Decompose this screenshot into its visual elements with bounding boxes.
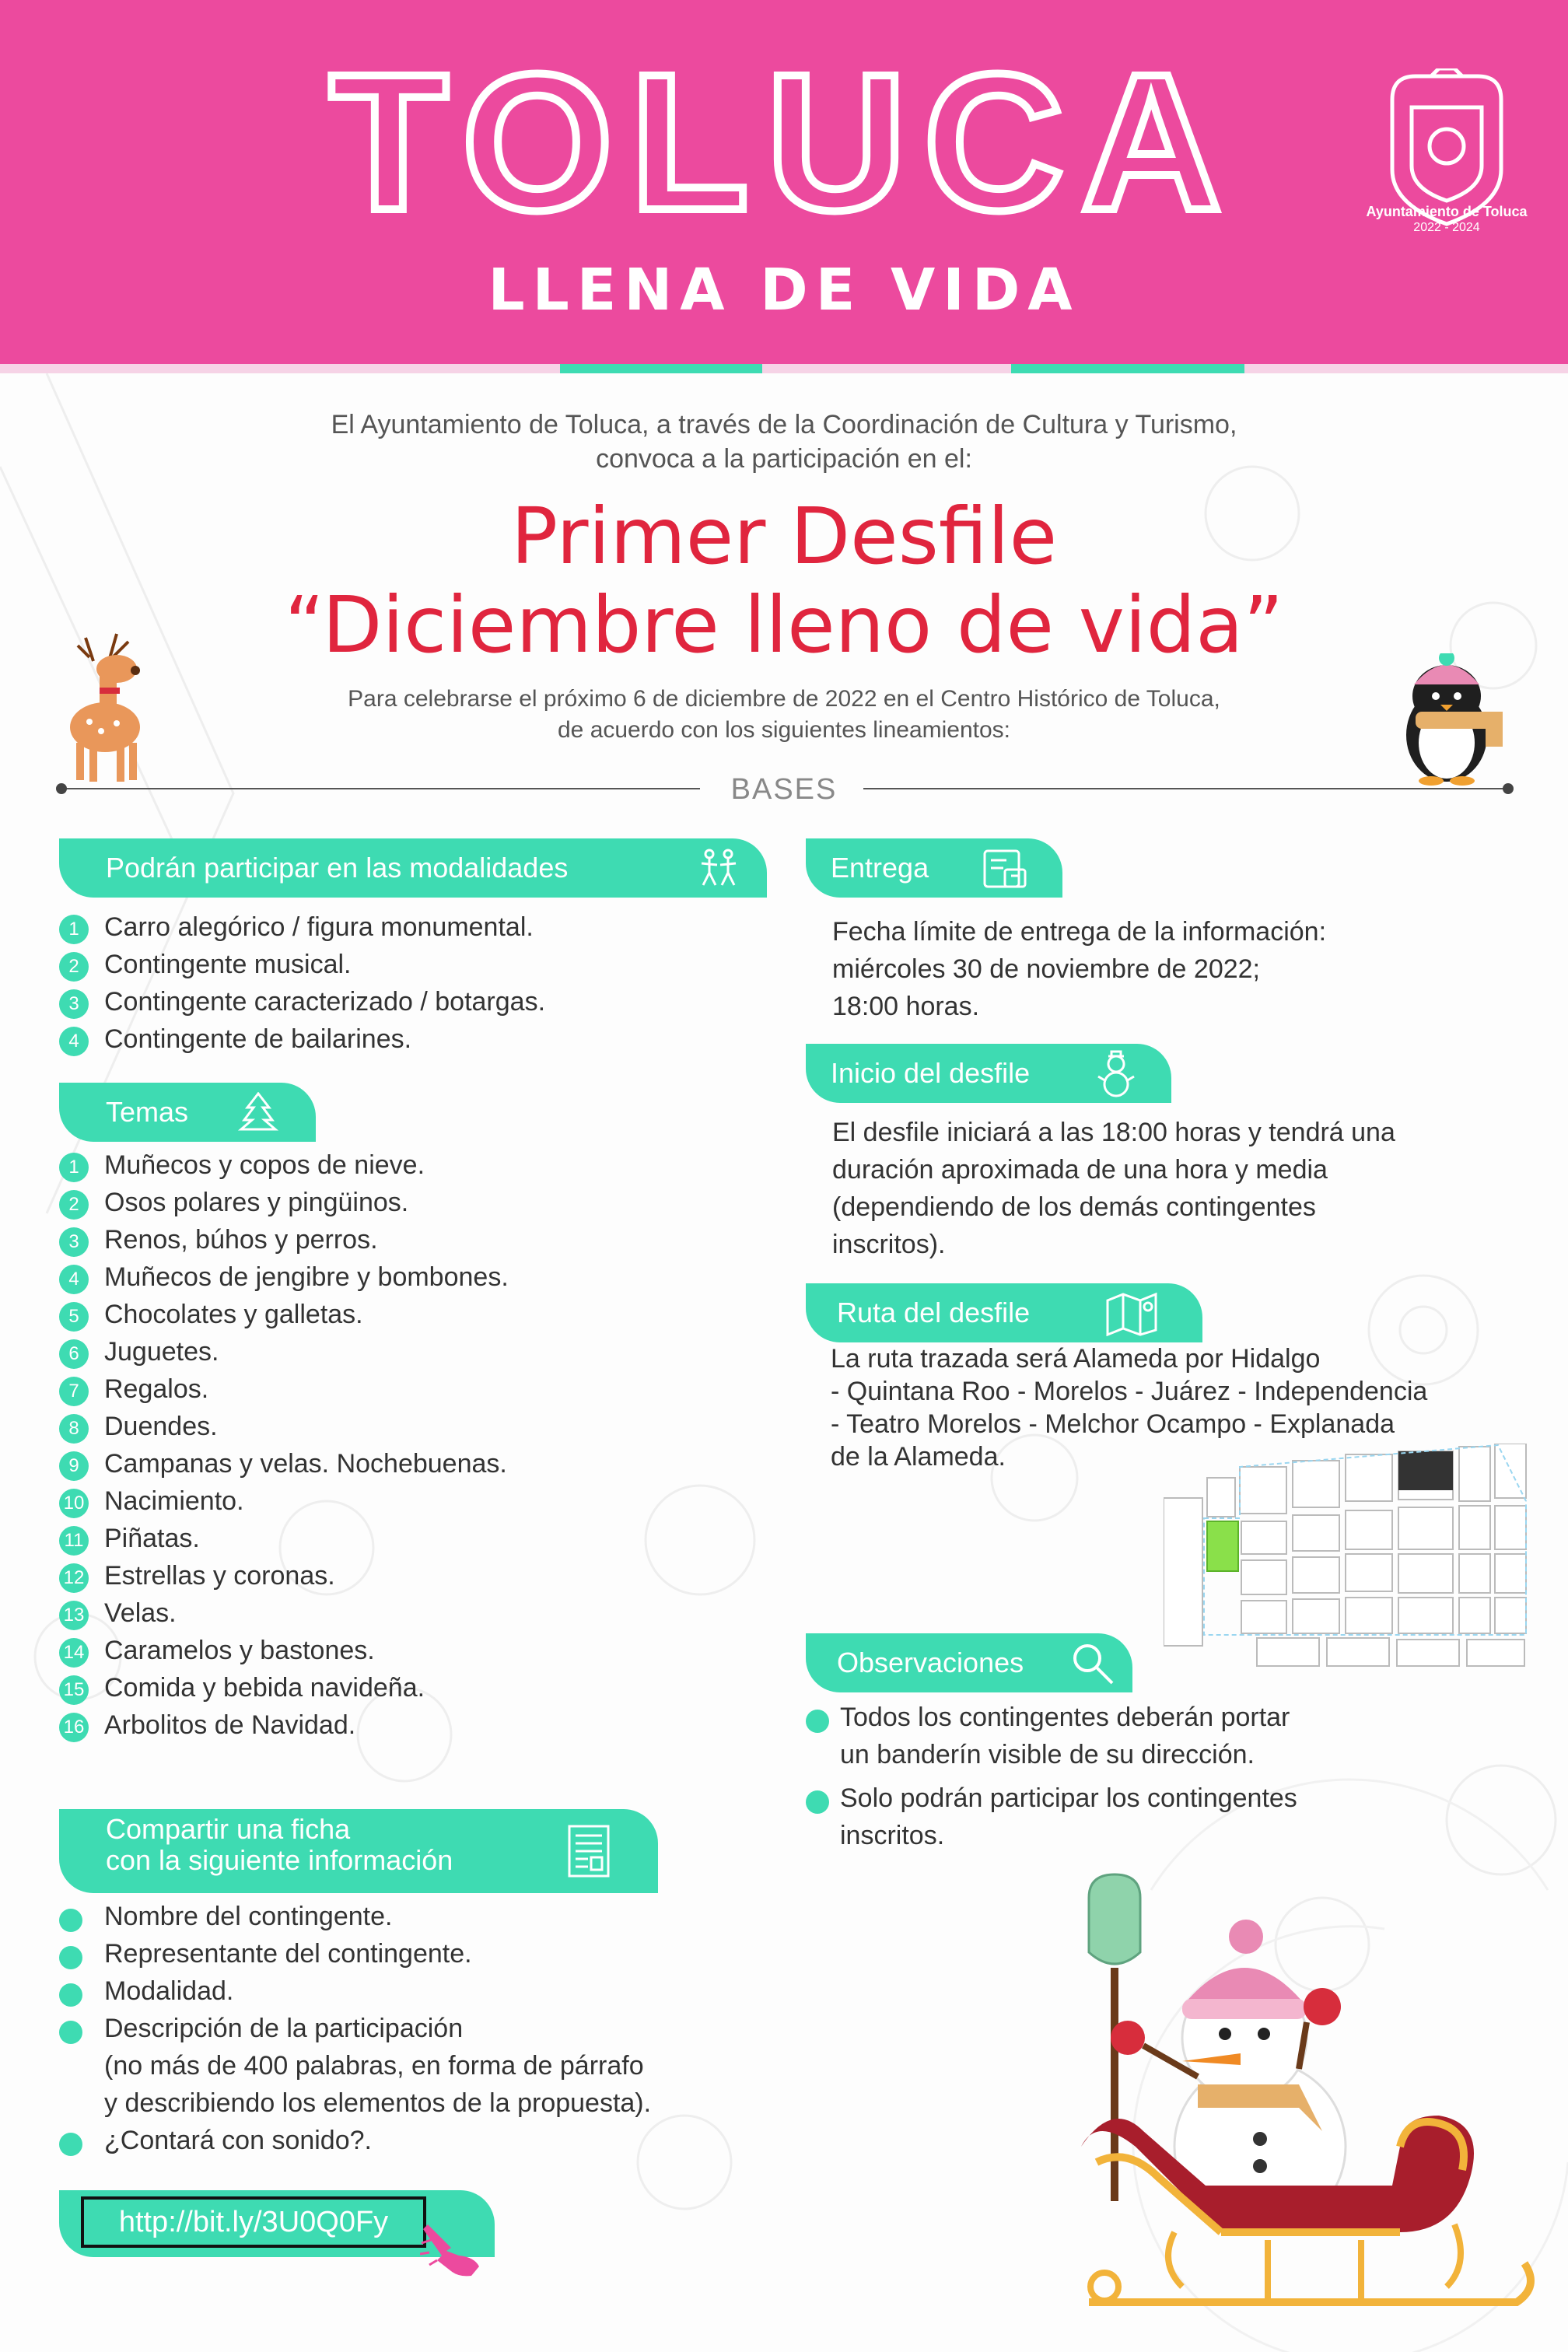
item-text: Arbolitos de Navidad.: [104, 1710, 356, 1740]
modalidades-list: [59, 908, 744, 1058]
list-item: [59, 2084, 759, 2122]
subintro-line-2: de acuerdo con los siguientes lineamientos:: [557, 717, 1011, 743]
list-item: [59, 983, 744, 1020]
item-text: Juguetes.: [104, 1337, 219, 1367]
bullet-dot: [59, 2021, 82, 2044]
item-number: 15: [59, 1675, 89, 1705]
item-text: Nacimiento.: [104, 1486, 244, 1516]
bullet-dot: [59, 1983, 82, 2007]
item-text: Chocolates y galletas.: [104, 1300, 363, 1329]
list-item: [59, 946, 744, 983]
item-number: 7: [59, 1377, 89, 1406]
item-text: Carro alegórico / figura monumental.: [104, 912, 534, 942]
item-text: Velas.: [104, 1598, 177, 1628]
list-item: [806, 1780, 1537, 1854]
entrega-text: [832, 913, 1532, 1025]
header-banner: [0, 0, 1568, 366]
item-text: Osos polares y pingüinos.: [104, 1188, 409, 1217]
entrega-line: 18:00 horas.: [832, 992, 980, 1021]
ficha-heading-line-1: Compartir una ficha: [106, 1813, 351, 1845]
seal-years: 2022 - 2024: [1413, 221, 1480, 234]
item-text: y describiendo los elementos de la propuesta).: [104, 2088, 652, 2118]
temas-heading-tab: [59, 1083, 316, 1142]
inicio-line: (dependiendo de los demás contingentes: [832, 1192, 1316, 1222]
observaciones-list: [806, 1699, 1537, 1854]
ruta-line: - Teatro Morelos - Melchor Ocampo - Explanada: [831, 1409, 1395, 1439]
christmas-tree-icon: [236, 1092, 280, 1132]
item-number: 3: [59, 1227, 89, 1257]
list-item: [59, 1184, 744, 1221]
item-number: 12: [59, 1563, 89, 1593]
item-number: 10: [59, 1489, 89, 1518]
list-item: [59, 2010, 759, 2047]
observaciones-heading-tab: [806, 1633, 1132, 1692]
list-item: [59, 1408, 744, 1445]
magnifier-icon: [1070, 1641, 1115, 1686]
item-text: Solo podrán participar los contingentes: [840, 1783, 1297, 1813]
item-number: 11: [59, 1526, 89, 1556]
item-text: Descripción de la participación: [104, 2014, 464, 2043]
item-number: 16: [59, 1713, 89, 1742]
entrega-line: Fecha límite de entrega de la información:: [832, 917, 1327, 947]
list-item: [59, 1520, 744, 1557]
title-line-2: “Diciembre lleno de vida”: [284, 579, 1284, 670]
list-item: [59, 1258, 744, 1296]
item-number: 13: [59, 1601, 89, 1630]
item-number: 1: [59, 1153, 89, 1182]
snowman-icon: [1095, 1050, 1137, 1098]
observaciones-heading: Observaciones: [837, 1647, 1024, 1678]
item-text: Representante del contingente.: [104, 1939, 472, 1969]
item-number: 6: [59, 1339, 89, 1369]
item-text: Contingente caracterizado / botargas.: [104, 987, 546, 1017]
item-number: 4: [59, 1027, 89, 1056]
item-text: Renos, búhos y perros.: [104, 1225, 378, 1255]
item-text: inscritos.: [840, 1821, 945, 1850]
inicio-text: [832, 1114, 1532, 1263]
list-item: [59, 1935, 759, 1972]
list-item: [59, 1370, 744, 1408]
modalidades-heading-tab: [59, 838, 767, 898]
list-item: [59, 1594, 744, 1632]
ruta-line: La ruta trazada será Alameda por Hidalgo: [831, 1344, 1321, 1374]
bullet-dot: [806, 1790, 829, 1814]
item-text: Comida y bebida navideña.: [104, 1673, 425, 1703]
intro-line-1: El Ayuntamiento de Toluca, a través de la Coordinación de Cultura y Turismo,: [331, 410, 1237, 439]
list-item: [59, 1632, 744, 1669]
item-text: Caramelos y bastones.: [104, 1636, 375, 1665]
inicio-heading-tab: [806, 1044, 1171, 1103]
item-text: Contingente de bailarines.: [104, 1024, 412, 1054]
item-text: Muñecos y copos de nieve.: [104, 1150, 425, 1180]
item-number: 14: [59, 1638, 89, 1668]
item-text: Nombre del contingente.: [104, 1902, 393, 1931]
item-text: Regalos.: [104, 1374, 209, 1404]
intro-line-2: convoca a la participación en el:: [596, 444, 972, 474]
item-text: ¿Contará con sonido?.: [104, 2126, 372, 2155]
bullet-dot: [59, 1946, 82, 1969]
item-text: Contingente musical.: [104, 950, 352, 979]
penguin-illustration: [1392, 653, 1509, 786]
item-number: 4: [59, 1265, 89, 1294]
registration-link[interactable]: http://bit.ly/3U0Q0Fy: [81, 2196, 426, 2248]
list-item: [59, 1557, 744, 1594]
item-text: Modalidad.: [104, 1976, 234, 2006]
inicio-heading: Inicio del desfile: [831, 1057, 1031, 1089]
item-text: Campanas y velas. Nochebuenas.: [104, 1449, 507, 1479]
subintro-line-1: Para celebrarse el próximo 6 de diciembre de 2022 en el Centro Histórico de Toluca,: [348, 686, 1220, 712]
list-item: [59, 1221, 744, 1258]
item-number: 8: [59, 1414, 89, 1444]
item-text: Estrellas y coronas.: [104, 1561, 335, 1591]
ficha-heading-line-2: con la siguiente información: [106, 1844, 453, 1876]
reindeer-illustration: [54, 630, 171, 786]
entrega-line: miércoles 30 de noviembre de 2022;: [832, 954, 1260, 984]
item-number: 9: [59, 1451, 89, 1481]
list-item: [59, 2047, 759, 2084]
delivery-document-icon: [980, 846, 1030, 891]
item-text: Todos los contingentes deberán portar: [840, 1703, 1290, 1732]
bullet-dot: [59, 2133, 82, 2156]
item-text: (no más de 400 palabras, en forma de párrafo: [104, 2051, 644, 2081]
list-item: [59, 1972, 759, 2010]
header-stripes: [0, 364, 1568, 373]
form-sheet-icon: [565, 1823, 613, 1879]
dancers-icon: [697, 848, 740, 888]
ruta-line: de la Alameda.: [831, 1442, 1006, 1472]
ruta-heading: Ruta del desfile: [837, 1297, 1031, 1328]
snowman-sleigh-illustration: [1066, 1867, 1548, 2326]
route-map-icon: [1104, 1291, 1159, 1336]
list-item: [59, 908, 744, 946]
ruta-line: - Quintana Roo - Morelos - Juárez - Independencia: [831, 1377, 1428, 1406]
toluca-logo-text: TOLUCA: [329, 33, 1239, 250]
item-text: Muñecos de jengibre y bombones.: [104, 1262, 509, 1292]
inicio-line: duración aproximada de una hora y media: [832, 1155, 1328, 1185]
bullet-dot: [59, 1909, 82, 1932]
list-item: [59, 1898, 759, 1935]
inicio-line: inscritos).: [832, 1230, 946, 1259]
ruta-heading-tab: [806, 1283, 1202, 1342]
pointing-hand-icon: [420, 2217, 490, 2279]
item-text: Piñatas.: [104, 1524, 200, 1553]
route-map: [1164, 1444, 1529, 1669]
bullet-dot: [806, 1710, 829, 1733]
ficha-heading-tab: [59, 1809, 658, 1893]
bases-label: BASES: [730, 773, 838, 806]
list-item: [59, 1445, 744, 1482]
entrega-heading-tab: [806, 838, 1062, 898]
temas-heading: Temas: [106, 1096, 189, 1128]
item-number: 2: [59, 952, 89, 982]
inicio-line: El desfile iniciará a las 18:00 horas y tendrá una: [832, 1118, 1395, 1147]
list-item: [59, 1146, 744, 1184]
title-line-1: Primer Desfile: [510, 491, 1058, 582]
temas-list: [59, 1146, 744, 1744]
item-number: 2: [59, 1190, 89, 1220]
list-item: [59, 1482, 744, 1520]
item-number: 5: [59, 1302, 89, 1332]
item-text: Duendes.: [104, 1412, 218, 1441]
seal-name: Ayuntamiento de Toluca: [1366, 204, 1528, 219]
item-number: 1: [59, 915, 89, 944]
ficha-list: [59, 1898, 759, 2159]
list-item: [59, 1333, 744, 1370]
item-text: un banderín visible de su dirección.: [840, 1740, 1255, 1769]
list-item: [59, 2122, 759, 2159]
list-item: [59, 1020, 744, 1058]
modalidades-heading: Podrán participar en las modalidades: [106, 852, 569, 884]
list-item: [59, 1706, 744, 1744]
entrega-heading: Entrega: [831, 852, 929, 884]
list-item: [59, 1669, 744, 1706]
toluca-tagline: LLENA DE VIDA: [488, 257, 1080, 324]
list-item: [59, 1296, 744, 1333]
item-number: 3: [59, 989, 89, 1019]
list-item: [806, 1699, 1537, 1773]
